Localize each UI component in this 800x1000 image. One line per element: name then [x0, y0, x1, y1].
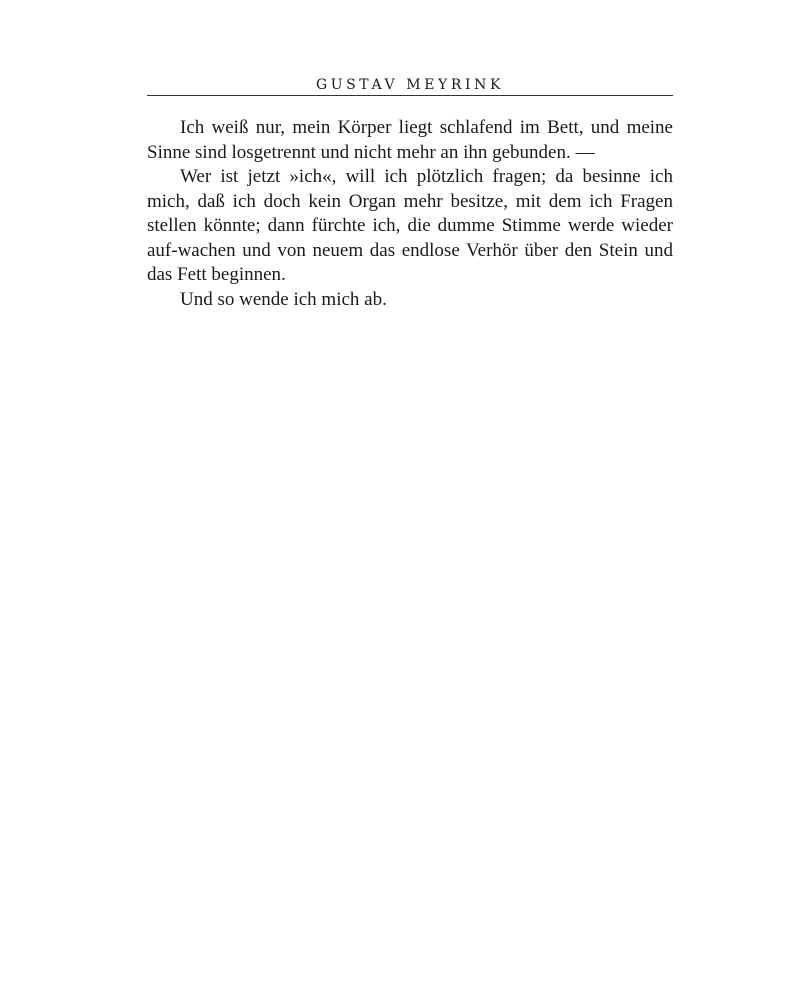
body-text	[147, 116, 673, 312]
book-page	[147, 76, 673, 312]
running-head-author: GUSTAV MEYRINK	[147, 76, 673, 96]
paragraph-2: Wer ist jetzt »ich«, will ich plötzlich fragen; da besinne ich mich, daß ich doch kein Organ mehr besitze, mit dem ich Fragen stellen könnte; dann fürchte ich, die dumme Stimme werde wieder auf-wachen und von neuem das endlose Verhör über den Stein und das Fett beginnen.	[147, 166, 673, 285]
paragraph-3: Und so wende ich mich ab.	[180, 288, 387, 310]
paragraph-1: Ich weiß nur, mein Körper liegt schlafend im Bett, und meine Sinne sind losgetrennt und nicht mehr an ihn gebunden. —	[147, 117, 673, 163]
